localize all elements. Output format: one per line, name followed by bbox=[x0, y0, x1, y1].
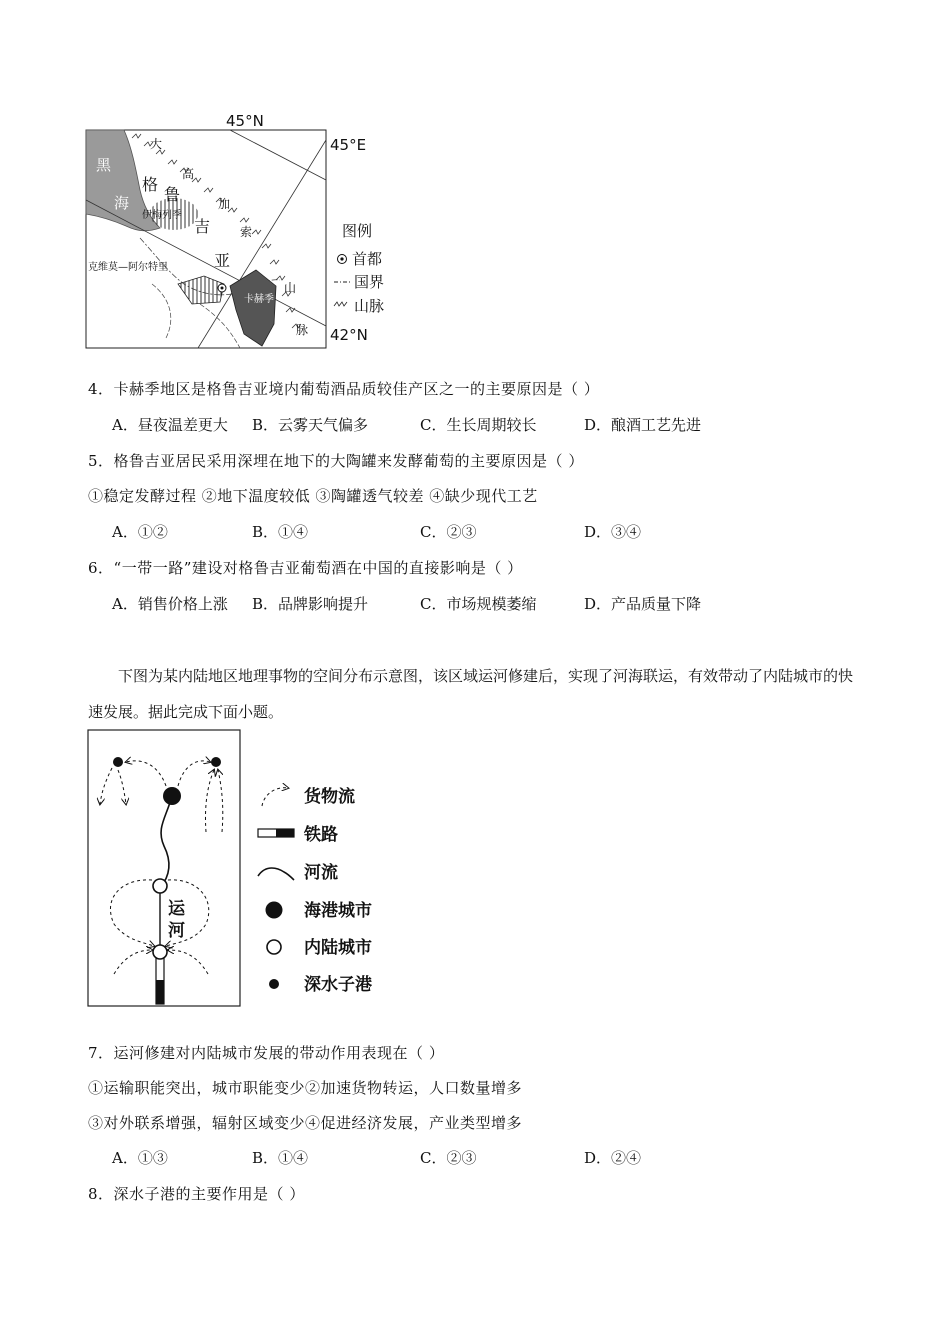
legend-river-icon bbox=[258, 868, 294, 880]
legend-river-label: 河流 bbox=[304, 863, 338, 883]
country-label-3: 吉 bbox=[194, 217, 211, 236]
q4-option-d[interactable]: D．酿酒工艺先进 bbox=[584, 416, 702, 434]
deep-water-port-1 bbox=[113, 757, 123, 767]
inland-city-1 bbox=[153, 879, 167, 893]
q7-option-c[interactable]: C．②③ bbox=[420, 1149, 477, 1167]
seaport-city-marker bbox=[163, 787, 181, 805]
q5-option-a[interactable]: A．①② bbox=[112, 523, 168, 541]
question-8: 8．深水子港的主要作用是（ ） bbox=[88, 1185, 305, 1203]
q6-option-b[interactable]: B．品牌影响提升 bbox=[252, 595, 369, 613]
lat-42n-label: 42°N bbox=[330, 326, 368, 344]
legend-seaport-label: 海港城市 bbox=[304, 901, 372, 921]
q7-option-d[interactable]: D．②④ bbox=[584, 1149, 642, 1167]
lat-45n-label: 45°N bbox=[226, 112, 264, 130]
country-label-1: 格 bbox=[142, 175, 159, 194]
legend-mountain-icon bbox=[334, 302, 347, 306]
q4-option-a[interactable]: A．昼夜温差更大 bbox=[112, 416, 228, 434]
q5-option-b[interactable]: B．①④ bbox=[252, 523, 309, 541]
mountain-label-2: 高 bbox=[182, 167, 195, 181]
sea-label-2: 海 bbox=[114, 194, 130, 212]
question-5: 5．格鲁吉亚居民采用深埋在地下的大陶罐来发酵葡萄的主要原因是（ ） bbox=[88, 452, 584, 470]
legend-goods-flow-icon bbox=[262, 788, 288, 806]
legend-deep-port-icon bbox=[269, 979, 279, 989]
mountain-label-5: 山 bbox=[284, 281, 297, 295]
legend-inland-city-icon bbox=[267, 940, 281, 954]
legend-mountain-label: 山脉 bbox=[354, 297, 385, 315]
q7-option-a[interactable]: A．①③ bbox=[112, 1149, 168, 1167]
legend-deep-port-label: 深水子港 bbox=[304, 975, 372, 995]
mountain-label-4: 索 bbox=[240, 225, 253, 239]
legend-title: 图例 bbox=[342, 222, 373, 240]
mountain-label-3: 加 bbox=[218, 197, 231, 211]
canal-label-1: 运 bbox=[168, 899, 185, 919]
question-4: 4．卡赫季地区是格鲁吉亚境内葡萄酒品质较佳产区之一的主要原因是（ ） bbox=[88, 380, 600, 398]
q7-option-b[interactable]: B．①④ bbox=[252, 1149, 309, 1167]
q7-statement-line-1: ①运输职能突出，城市职能变少②加速货物转运，人口数量增多 bbox=[88, 1079, 523, 1097]
question-7: 7．运河修建对内陆城市发展的带动作用表现在（ ） bbox=[88, 1044, 445, 1062]
kvemo-kartli-label: 克维莫—阿尔特里 bbox=[88, 262, 168, 273]
mountain-label-1: 大 bbox=[150, 137, 163, 151]
deep-water-port-2 bbox=[211, 757, 221, 767]
canal-label-2: 河 bbox=[168, 921, 185, 941]
inland-city-2 bbox=[153, 945, 167, 959]
q5-statements: ①稳定发酵过程 ②地下温度较低 ③陶罐透气较差 ④缺少现代工艺 bbox=[88, 487, 538, 505]
legend-railway-label: 铁路 bbox=[304, 825, 338, 845]
legend-seaport-icon bbox=[266, 902, 283, 919]
q4-option-c[interactable]: C．生长周期较长 bbox=[420, 416, 537, 434]
intro-paragraph: 下图为某内陆地区地理事物的空间分布示意图，该区域运河修建后，实现了河海联运，有效带动了内陆城市的快速发展。据此完成下面小题。 bbox=[88, 667, 854, 721]
legend-goods-flow-label: 货物流 bbox=[304, 787, 355, 807]
country-label-2: 鲁 bbox=[164, 185, 181, 204]
q7-statement-line-2: ③对外联系增强，辐射区域变少④促进经济发展，产业类型增多 bbox=[88, 1114, 523, 1132]
q5-option-c[interactable]: C．②③ bbox=[420, 523, 477, 541]
q4-option-b[interactable]: B．云雾天气偏多 bbox=[252, 416, 369, 434]
legend-inland-city-label: 内陆城市 bbox=[304, 938, 372, 958]
lon-45e-label: 45°E bbox=[330, 136, 367, 154]
q5-option-d[interactable]: D．③④ bbox=[584, 523, 642, 541]
mountain-label-6: 脉 bbox=[296, 323, 309, 337]
sea-label-1: 黑 bbox=[96, 156, 112, 174]
q6-option-a[interactable]: A．销售价格上涨 bbox=[112, 595, 228, 613]
georgia-map bbox=[80, 108, 410, 356]
imereti-label: 伊梅列季 bbox=[142, 210, 182, 221]
canal-diagram bbox=[86, 728, 396, 1010]
question-6: 6．“一带一路”建设对格鲁吉亚葡萄酒在中国的直接影响是（ ） bbox=[88, 559, 523, 577]
legend-capital-label: 首都 bbox=[352, 250, 383, 268]
legend-border-label: 国界 bbox=[354, 273, 385, 291]
q6-option-c[interactable]: C．市场规模萎缩 bbox=[420, 595, 537, 613]
country-label-4: 亚 bbox=[214, 251, 231, 270]
kakheti-label: 卡赫季 bbox=[244, 294, 274, 305]
q6-option-d[interactable]: D．产品质量下降 bbox=[584, 595, 702, 613]
